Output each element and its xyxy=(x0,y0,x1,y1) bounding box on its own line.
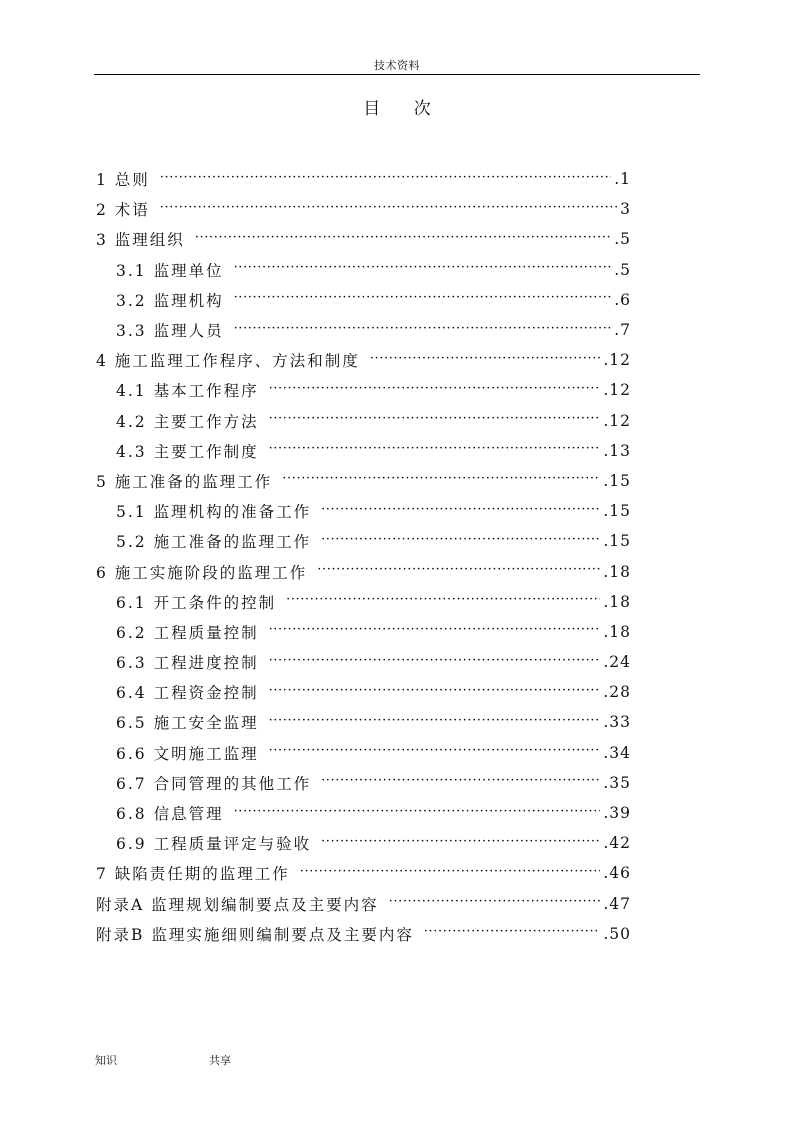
toc-entry-label: 1 总则 xyxy=(96,171,150,190)
toc-entry-page: .39 xyxy=(603,804,631,823)
toc-entry-page: .47 xyxy=(603,894,631,913)
toc-leader-dots xyxy=(282,472,600,485)
toc-entry-6[interactable] xyxy=(96,556,631,586)
toc-entry-5[interactable] xyxy=(96,466,631,496)
toc-entry-page: .1 xyxy=(614,170,631,189)
header-divider xyxy=(94,74,700,75)
toc-entry-2[interactable] xyxy=(96,194,631,224)
toc-entry-label: 3.1 监理单位 xyxy=(116,261,224,280)
toc-entry-appendix-a[interactable] xyxy=(96,889,631,919)
toc-entry-appendix-b[interactable] xyxy=(96,919,631,949)
toc-entry-3-2[interactable] xyxy=(96,285,631,315)
toc-entry-label: 6.9 工程质量评定与验收 xyxy=(116,835,312,854)
toc-entry-6-5[interactable] xyxy=(96,707,631,737)
toc-entry-page: .46 xyxy=(603,864,631,883)
toc-leader-dots xyxy=(389,895,601,908)
toc-leader-dots xyxy=(321,503,600,516)
toc-entry-page: .18 xyxy=(603,592,631,611)
toc-entry-page: .34 xyxy=(603,743,631,762)
toc-entry-label: 6.7 合同管理的其他工作 xyxy=(116,774,312,793)
toc-leader-dots xyxy=(321,533,600,546)
toc-entry-7[interactable] xyxy=(96,858,631,888)
toc-entry-label: 6.5 施工安全监理 xyxy=(116,714,259,733)
toc-entry-4-2[interactable] xyxy=(96,406,631,436)
toc-entry-label: 4.2 主要工作方法 xyxy=(116,412,259,431)
toc-entry-label: 6.4 工程资金控制 xyxy=(116,684,259,703)
toc-entry-page: .12 xyxy=(603,381,631,400)
toc-leader-dots xyxy=(234,805,601,818)
toc-leader-dots xyxy=(269,382,601,395)
toc-entry-3-3[interactable] xyxy=(96,315,631,345)
toc-leader-dots xyxy=(269,684,601,697)
toc-leader-dots xyxy=(269,442,601,455)
toc-leader-dots xyxy=(321,774,600,787)
toc-entry-6-8[interactable] xyxy=(96,798,631,828)
toc-entry-1[interactable] xyxy=(96,164,631,194)
toc-entry-3[interactable] xyxy=(96,224,631,254)
toc-leader-dots xyxy=(195,231,611,244)
toc-leader-dots xyxy=(269,654,601,667)
toc-leader-dots xyxy=(370,352,601,365)
toc-entry-page: .12 xyxy=(603,411,631,430)
toc-leader-dots xyxy=(160,201,617,214)
toc-entry-5-2[interactable] xyxy=(96,526,631,556)
toc-entry-6-7[interactable] xyxy=(96,768,631,798)
toc-entry-page: .18 xyxy=(603,562,631,581)
toc-entry-label: 附录B 监理实施细则编制要点及主要内容 xyxy=(96,925,414,944)
toc-leader-dots xyxy=(234,322,612,335)
toc-entry-page: .15 xyxy=(603,532,631,551)
toc-entry-6-3[interactable] xyxy=(96,647,631,677)
toc-leader-dots xyxy=(269,714,601,727)
toc-entry-page: .7 xyxy=(614,321,631,340)
toc-entry-4-1[interactable] xyxy=(96,375,631,405)
toc-entry-label: 5.1 监理机构的准备工作 xyxy=(116,503,312,522)
toc-entry-page: .6 xyxy=(614,290,631,309)
toc-entry-page: .5 xyxy=(614,230,631,249)
toc-entry-6-4[interactable] xyxy=(96,677,631,707)
toc-entry-label: 6.1 开工条件的控制 xyxy=(116,593,277,612)
toc-entry-page: .13 xyxy=(603,441,631,460)
toc-entry-label: 6.2 工程质量控制 xyxy=(116,623,259,642)
toc-entry-label: 5.2 施工准备的监理工作 xyxy=(116,533,312,552)
toc-entry-label: 3.3 监理人员 xyxy=(116,322,224,341)
toc-entry-label: 6 施工实施阶段的监理工作 xyxy=(96,563,308,582)
toc-entry-4-3[interactable] xyxy=(96,436,631,466)
toc-entry-page: .35 xyxy=(603,773,631,792)
toc-entry-page: .33 xyxy=(603,713,631,732)
toc-entry-4[interactable] xyxy=(96,345,631,375)
toc-entry-label: 附录A 监理规划编制要点及主要内容 xyxy=(96,895,379,914)
toc-entry-6-6[interactable] xyxy=(96,738,631,768)
toc-entry-label: 2 术语 xyxy=(96,201,150,220)
toc-entry-label: 6.6 文明施工监理 xyxy=(116,744,259,763)
toc-entry-page: .24 xyxy=(603,653,631,672)
toc-leader-dots xyxy=(234,291,612,304)
toc-entry-5-1[interactable] xyxy=(96,496,631,526)
toc-entry-label: 6.8 信息管理 xyxy=(116,805,224,824)
page-header-title: 技术资料 xyxy=(374,59,420,72)
toc-entry-page: .50 xyxy=(603,924,631,943)
toc-entry-label: 5 施工准备的监理工作 xyxy=(96,472,273,491)
toc-leader-dots xyxy=(321,835,600,848)
toc-entry-page: .18 xyxy=(603,622,631,641)
table-of-contents xyxy=(96,164,631,949)
toc-leader-dots xyxy=(317,563,600,576)
toc-entry-label: 6.3 工程进度控制 xyxy=(116,654,259,673)
toc-entry-6-9[interactable] xyxy=(96,828,631,858)
toc-entry-page: .15 xyxy=(603,471,631,490)
toc-entry-label: 3.2 监理机构 xyxy=(116,291,224,310)
toc-entry-label: 7 缺陷责任期的监理工作 xyxy=(96,865,290,884)
toc-leader-dots xyxy=(300,865,601,878)
toc-title: 目 次 xyxy=(363,99,445,119)
toc-leader-dots xyxy=(269,412,601,425)
toc-leader-dots xyxy=(424,925,601,938)
toc-entry-label: 4 施工监理工作程序、方法和制度 xyxy=(96,352,360,371)
toc-leader-dots xyxy=(234,261,612,274)
toc-entry-6-1[interactable] xyxy=(96,587,631,617)
toc-leader-dots xyxy=(269,744,601,757)
toc-entry-page: .15 xyxy=(603,502,631,521)
footer-left-text: 知识 xyxy=(95,1054,117,1067)
toc-leader-dots xyxy=(286,593,600,606)
toc-entry-label: 3 监理组织 xyxy=(96,231,185,250)
toc-entry-page: .28 xyxy=(603,683,631,702)
toc-entry-6-2[interactable] xyxy=(96,617,631,647)
toc-entry-label: 4.3 主要工作制度 xyxy=(116,442,259,461)
toc-entry-page: .5 xyxy=(614,260,631,279)
toc-entry-page: .12 xyxy=(603,351,631,370)
toc-entry-label: 4.1 基本工作程序 xyxy=(116,382,259,401)
toc-entry-page: .42 xyxy=(603,834,631,853)
toc-entry-page: 3 xyxy=(620,200,631,219)
toc-leader-dots xyxy=(160,171,611,184)
toc-leader-dots xyxy=(269,623,601,636)
toc-entry-3-1[interactable] xyxy=(96,255,631,285)
footer-right-text: 共享 xyxy=(209,1054,231,1067)
